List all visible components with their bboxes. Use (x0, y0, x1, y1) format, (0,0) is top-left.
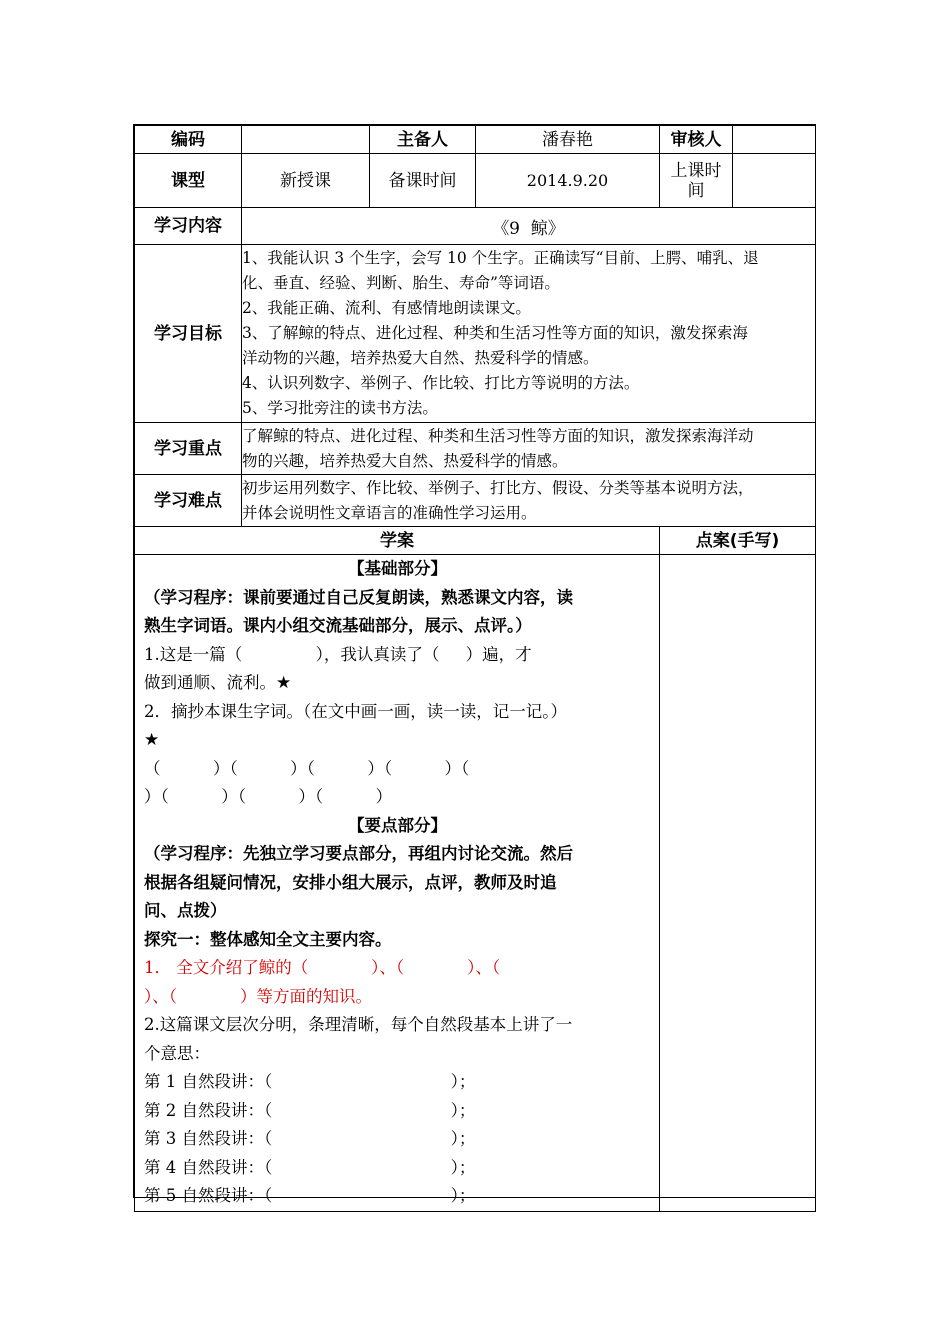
goal-line: 5、学习批旁注的读书方法。 (242, 399, 438, 417)
goal-line: 化、垂直、经验、判断、胎生、寿命”等词语。 (242, 274, 560, 292)
learning-content-value: 《9 鲸》 (242, 208, 816, 245)
lesson-type-value: 新授课 (242, 154, 370, 208)
class-time-label-line2: 间 (687, 180, 705, 201)
vocab-blank-line: （ ）（ ）（ ）（ ）（ (144, 758, 470, 778)
focus-line: 了解鲸的特点、进化过程、种类和生活习性等方面的知识，激发探索海洋动 (242, 426, 754, 445)
difficulty-line: 初步运用列数字、作比较、举例子、打比方、假设、分类等基本说明方法， (242, 478, 754, 497)
teacher-notes-header: 点案(手写) (660, 527, 816, 555)
star-icon: ★ (144, 730, 160, 750)
difficulty-line: 并体会说明性文章语言的准确性学习运用。 (242, 503, 537, 522)
basic-section-title: 【基础部分】 (348, 559, 447, 578)
question-2-line: 2．摘抄本课生字词。（在文中画一画，读一读，记一记。） (144, 701, 567, 721)
reviewer-label: 审核人 (660, 126, 733, 154)
class-time-value (733, 154, 816, 208)
learning-difficulty-label: 学习难点 (135, 475, 242, 527)
learning-focus-label: 学习重点 (135, 423, 242, 475)
goal-line: 2、我能正确、流利、有感情地朗读课文。 (242, 299, 531, 317)
teacher-notes-area (660, 555, 816, 1212)
goal-line: 3、了解鲸的特点、进化过程、种类和生活习性等方面的知识，激发探索海 (242, 324, 748, 342)
preparer-label: 主备人 (370, 126, 476, 154)
paragraph-summary-line: 第 2 自然段讲：（ ）； (144, 1100, 476, 1120)
whale-knowledge-line: 1． 全文介绍了鲸的（ ）、（ ）、（ (144, 958, 501, 977)
code-value (242, 126, 370, 154)
paragraph-summary-line: 第 1 自然段讲：（ ）； (144, 1072, 476, 1091)
focus-line: 物的兴趣，培养热爱大自然、热爱科学的情感。 (242, 451, 568, 470)
paragraph-summary-line: 第 5 自然段讲：（ ）； (144, 1186, 476, 1205)
whale-knowledge-line: ）、（ ）等方面的知识。 (144, 986, 372, 1006)
basic-procedure-line: （学习程序：课前要通过自己反复朗读，熟悉课文内容，读 (144, 587, 573, 607)
question-1-line (144, 669, 651, 698)
prep-time-label: 备课时间 (370, 154, 476, 208)
learning-goals-label: 学习目标 (135, 245, 242, 423)
key-section-title: 【要点部分】 (348, 815, 447, 835)
goal-line: 1、我能认识 3 个生字，会写 10 个生字。正确读写“目前、上腭、哺乳、退 (242, 249, 759, 267)
question-1-text: 做到通顺、流利。 (144, 673, 276, 692)
study-plan-header: 学案 (135, 527, 660, 555)
question-3-line: 2.这篇课文层次分明，条理清晰，每个自然段基本上讲了一 (144, 1015, 573, 1034)
key-procedure-line: 根据各组疑问情况，安排小组大展示，点评，教师及时追 (144, 872, 557, 892)
basic-procedure-line: 熟生字词语。课内小组交流基础部分，展示、点评。） (144, 616, 532, 635)
learning-goals-text (242, 245, 816, 423)
key-procedure-line: 问、点拨） (144, 901, 227, 920)
preparer-value: 潘春艳 (476, 126, 660, 154)
paragraph-summary-line: 第 3 自然段讲：（ ）； (144, 1129, 476, 1148)
goal-line: 洋动物的兴趣，培养热爱大自然、热爱科学的情感。 (242, 349, 599, 367)
class-time-label (660, 154, 733, 208)
reviewer-value (733, 126, 816, 154)
code-label: 编码 (135, 126, 242, 154)
learning-content-label: 学习内容 (135, 208, 242, 245)
lesson-plan-form (133, 124, 816, 1205)
learning-focus-text (242, 423, 816, 475)
study-plan-body (135, 555, 660, 1212)
vocab-blank-line: ）（ ）（ ）（ ） (144, 787, 393, 806)
lesson-plan-table (134, 125, 816, 1212)
lesson-type-label: 课型 (135, 154, 242, 208)
paragraph-summary-line: 第 4 自然段讲：（ ）； (144, 1157, 476, 1177)
question-1-line: 1.这是一篇（ ），我认真读了（ ）遍，才 (144, 644, 532, 664)
star-icon: ★ (276, 673, 292, 693)
question-3-line: 个意思： (144, 1043, 210, 1063)
goal-line: 4、认识列数字、举例子、作比较、打比方等说明的方法。 (242, 374, 640, 392)
learning-difficulty-text (242, 475, 816, 527)
class-time-label-line1: 上课时 (670, 160, 722, 181)
explore-1-title: 探究一：整体感知全文主要内容。 (144, 929, 392, 949)
prep-time-value: 2014.9.20 (476, 154, 660, 208)
key-procedure-line: （学习程序：先独立学习要点部分，再组内讨论交流。然后 (144, 844, 573, 863)
